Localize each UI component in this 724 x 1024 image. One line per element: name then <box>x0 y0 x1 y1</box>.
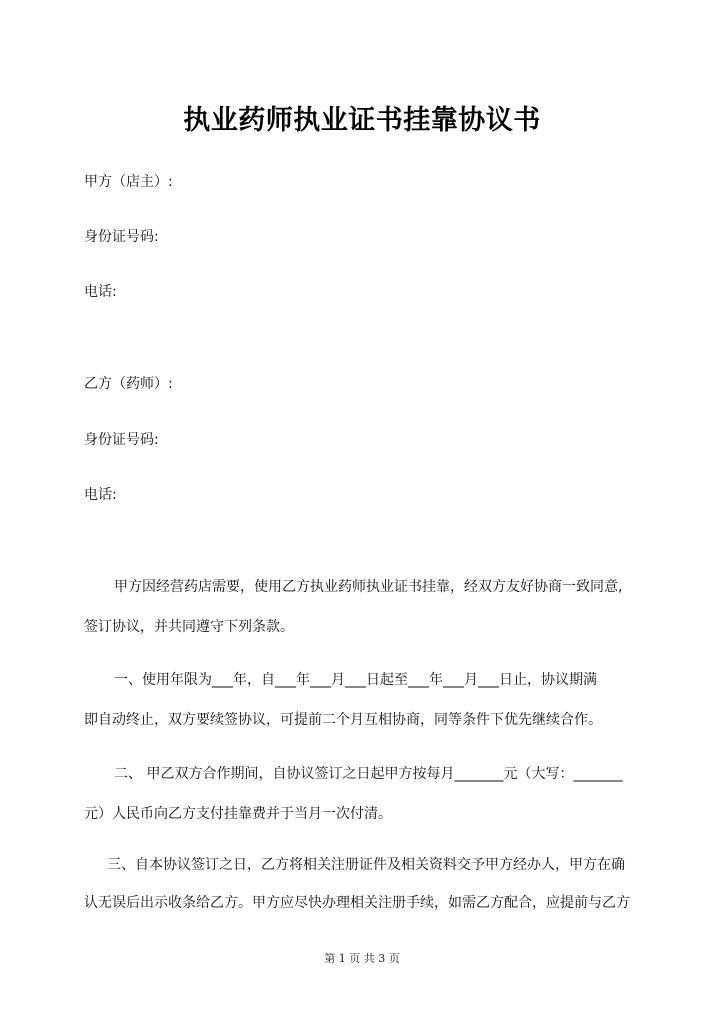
clause-3-line-2: 认无误后出示收条给乙方。甲方应尽快办理相关注册手续，如需乙方配合，应提前与乙方 <box>84 895 630 911</box>
clause-1-line-2: 即自动终止，双方要续签协议，可提前二个月互相协商，同等条件下优先继续合作。 <box>84 712 602 728</box>
party-b-phone-label: 电话: <box>84 487 117 503</box>
clause-1-line-1: 一、使用年限为___年，自___年___月___日起至___年___月___日止，协议期满 <box>114 672 597 688</box>
clause-2-line-1: 二、 甲乙双方合作期间，自协议签订之日起甲方按每月_______元（大写：_______ <box>114 766 623 782</box>
intro-line-2: 签订协议，并共同遵守下列条款。 <box>84 619 294 635</box>
intro-line-1: 甲方因经营药店需要，使用乙方执业药师执业证书挂靠，经双方友好协商一致同意, <box>114 579 623 595</box>
party-a-phone-label: 电话: <box>84 284 117 300</box>
party-a-label: 甲方（店主）: <box>84 174 173 190</box>
page-number-footer: 第 1 页 共 3 页 <box>324 952 400 965</box>
document-title: 执业药师执业证书挂靠协议书 <box>183 105 541 136</box>
party-b-label: 乙方（药师）: <box>84 376 173 392</box>
clause-3-line-1: 三、自本协议签订之日，乙方将相关注册证件及相关资料交予甲方经办人，甲方在确 <box>107 857 625 873</box>
clause-2-line-2: 元）人民币向乙方支付挂靠费并于当月一次付清。 <box>84 806 392 822</box>
party-a-id-label: 身份证号码: <box>84 229 159 245</box>
party-b-id-label: 身份证号码: <box>84 432 159 448</box>
